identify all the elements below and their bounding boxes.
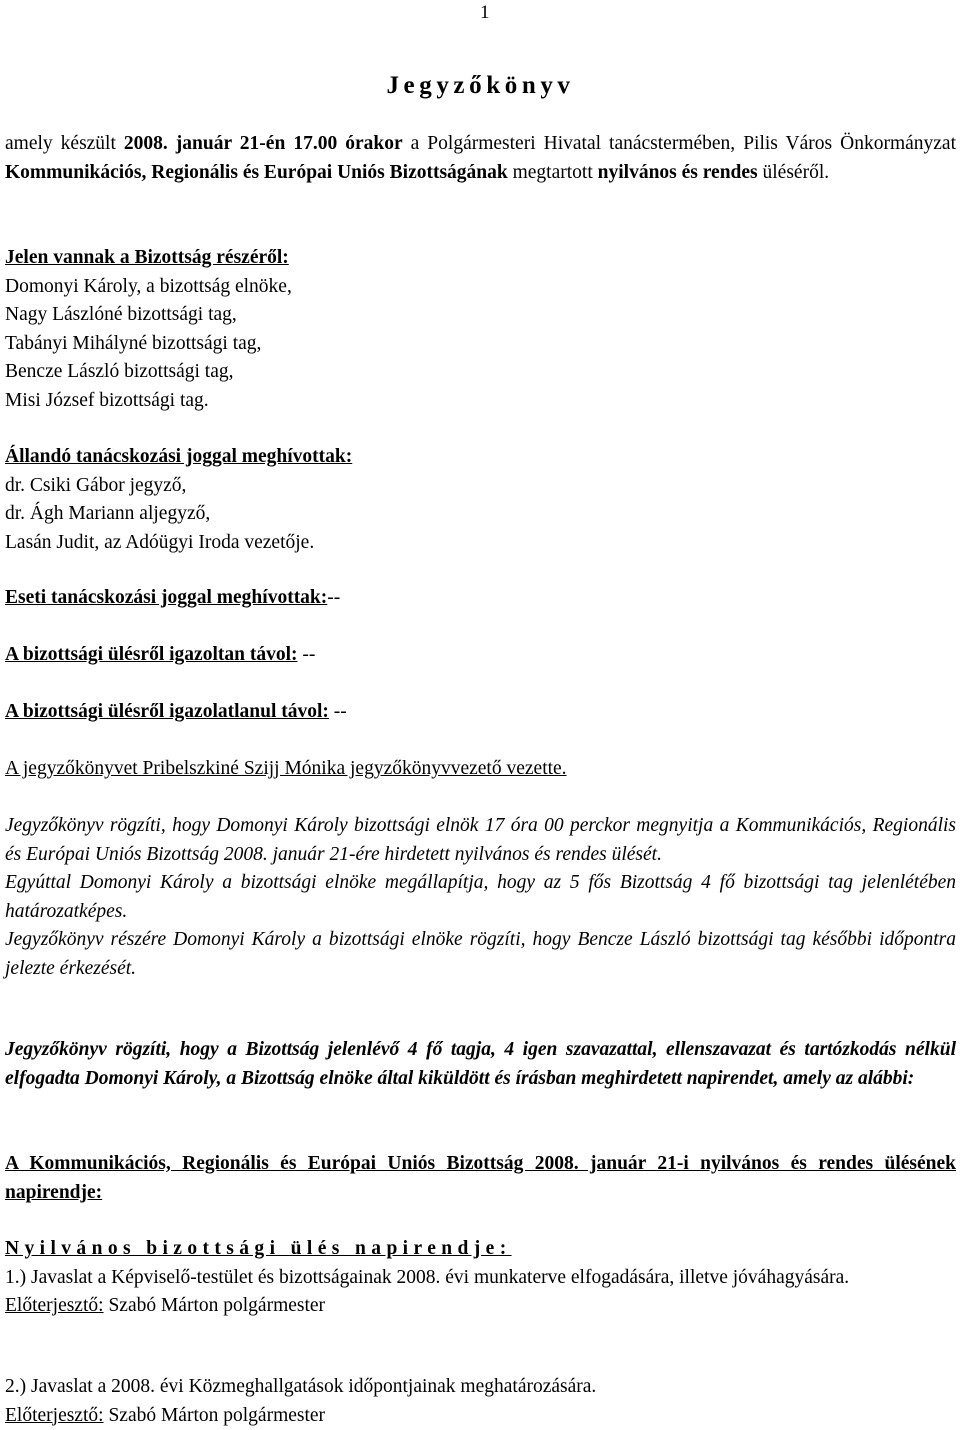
committee-name: Kommunikációs, Regionális és Európai Uniós Bizottságának: [5, 161, 508, 183]
excused-absent-line: A bizottsági ülésről igazoltan távol: --: [5, 644, 316, 665]
agenda-list: [5, 1235, 956, 1321]
permanent-invitees-heading: Állandó tanácskozási joggal meghívottak:: [5, 446, 353, 467]
agenda-decision-paragraph: Jegyzőkönyv rögzíti, hogy a Bizottság jelenlévő 4 fő tagja, 4 igen szavazattal, ellenszavazat és tartózkodás nélkül elfogadta Domonyi Károly, a Bizottság elnöke által kiküldött és írásban meghirdetett napirendet, amely az alábbi:: [5, 1039, 956, 1089]
recorder-line: A jegyzőkönyvet Pribelszkiné Szijj Mónika jegyzőkönyvvezető vezette.: [5, 758, 567, 779]
permanent-invitee: dr. Ágh Mariann aljegyző,: [5, 503, 211, 524]
agenda-presenter: Előterjesztő: Szabó Márton polgármester: [5, 1295, 326, 1316]
agenda-presenter: Előterjesztő: Szabó Márton polgármester: [5, 1404, 326, 1426]
agenda-title: A Kommunikációs, Regionális és Európai Uniós Bizottság 2008. január 21-i nyilvános és rendes ülésének napirendje:: [5, 1153, 956, 1203]
opening-paragraph: Jegyzőkönyv rögzíti, hogy Domonyi Károly bizottsági elnök 17 óra 00 perckor megnyitja a Kommunikációs, Regionális és Európai Uniós Bizottság 2008. január 21-ére hirdetett nyilvános és rendes ülését. Egyúttal Domonyi Károly a bizottsági elnöke megállapítja, hogy az 5 fős Bizottság 4 fő bizottsági tag jelenlétében határozatképes. Jegyzőkönyv részére Domonyi Károly a bizottsági elnöke rögzíti, hogy Bencze László bizottsági tag későbbi időpontra jelezte érkezését.: [5, 815, 956, 979]
present-member: Misi József bizottsági tag.: [5, 389, 209, 411]
present-member: Bencze László bizottsági tag,: [5, 361, 234, 382]
meeting-date: 2008. január 21-én 17.00 órakor: [123, 133, 403, 154]
meeting-type: nyilvános és rendes: [597, 161, 758, 183]
agenda-item: 2.) Javaslat a 2008. évi Közmeghallgatások időpontjainak meghatározására.: [5, 1376, 597, 1397]
agenda-item: 1.) Javaslat a Képviselő-testület és bizottságainak 2008. évi munkaterve elfogadására, illetve jóváhagyására.: [5, 1266, 850, 1288]
present-member: Tabányi Mihályné bizottsági tag,: [5, 332, 262, 354]
document-title: Jegyzőkönyv: [386, 72, 575, 99]
agenda-header: Nyilvános bizottsági ülés napirendje:: [5, 1238, 512, 1259]
permanent-invitee: dr. Csiki Gábor jegyző,: [5, 474, 187, 496]
present-heading: Jelen vannak a Bizottság részéről:: [5, 247, 289, 268]
present-member: Nagy Lászlóné bizottsági tag,: [5, 304, 237, 325]
unexcused-absent-line: A bizottsági ülésről igazolatlanul távol: --: [5, 701, 347, 722]
present-section: [5, 244, 956, 415]
agenda-item-2: [5, 1373, 956, 1430]
present-member: Domonyi Károly, a bizottság elnöke,: [5, 275, 292, 297]
page-number: 1: [480, 2, 490, 23]
permanent-invitees-section: [5, 443, 956, 557]
permanent-invitee: Lasán Judit, az Adóügyi Iroda vezetője.: [5, 531, 315, 553]
occasional-invitees-line: Eseti tanácskozási joggal meghívottak:--: [5, 587, 341, 608]
intro-paragraph: amely készült 2008. január 21-én 17.00 órakor a Polgármesteri Hivatal tanácstermében, Pilis Város Önkormányzat Kommunikációs, Regionális és Európai Uniós Bizottságának megtartott nyilvános és rendes üléséről.: [5, 133, 957, 183]
